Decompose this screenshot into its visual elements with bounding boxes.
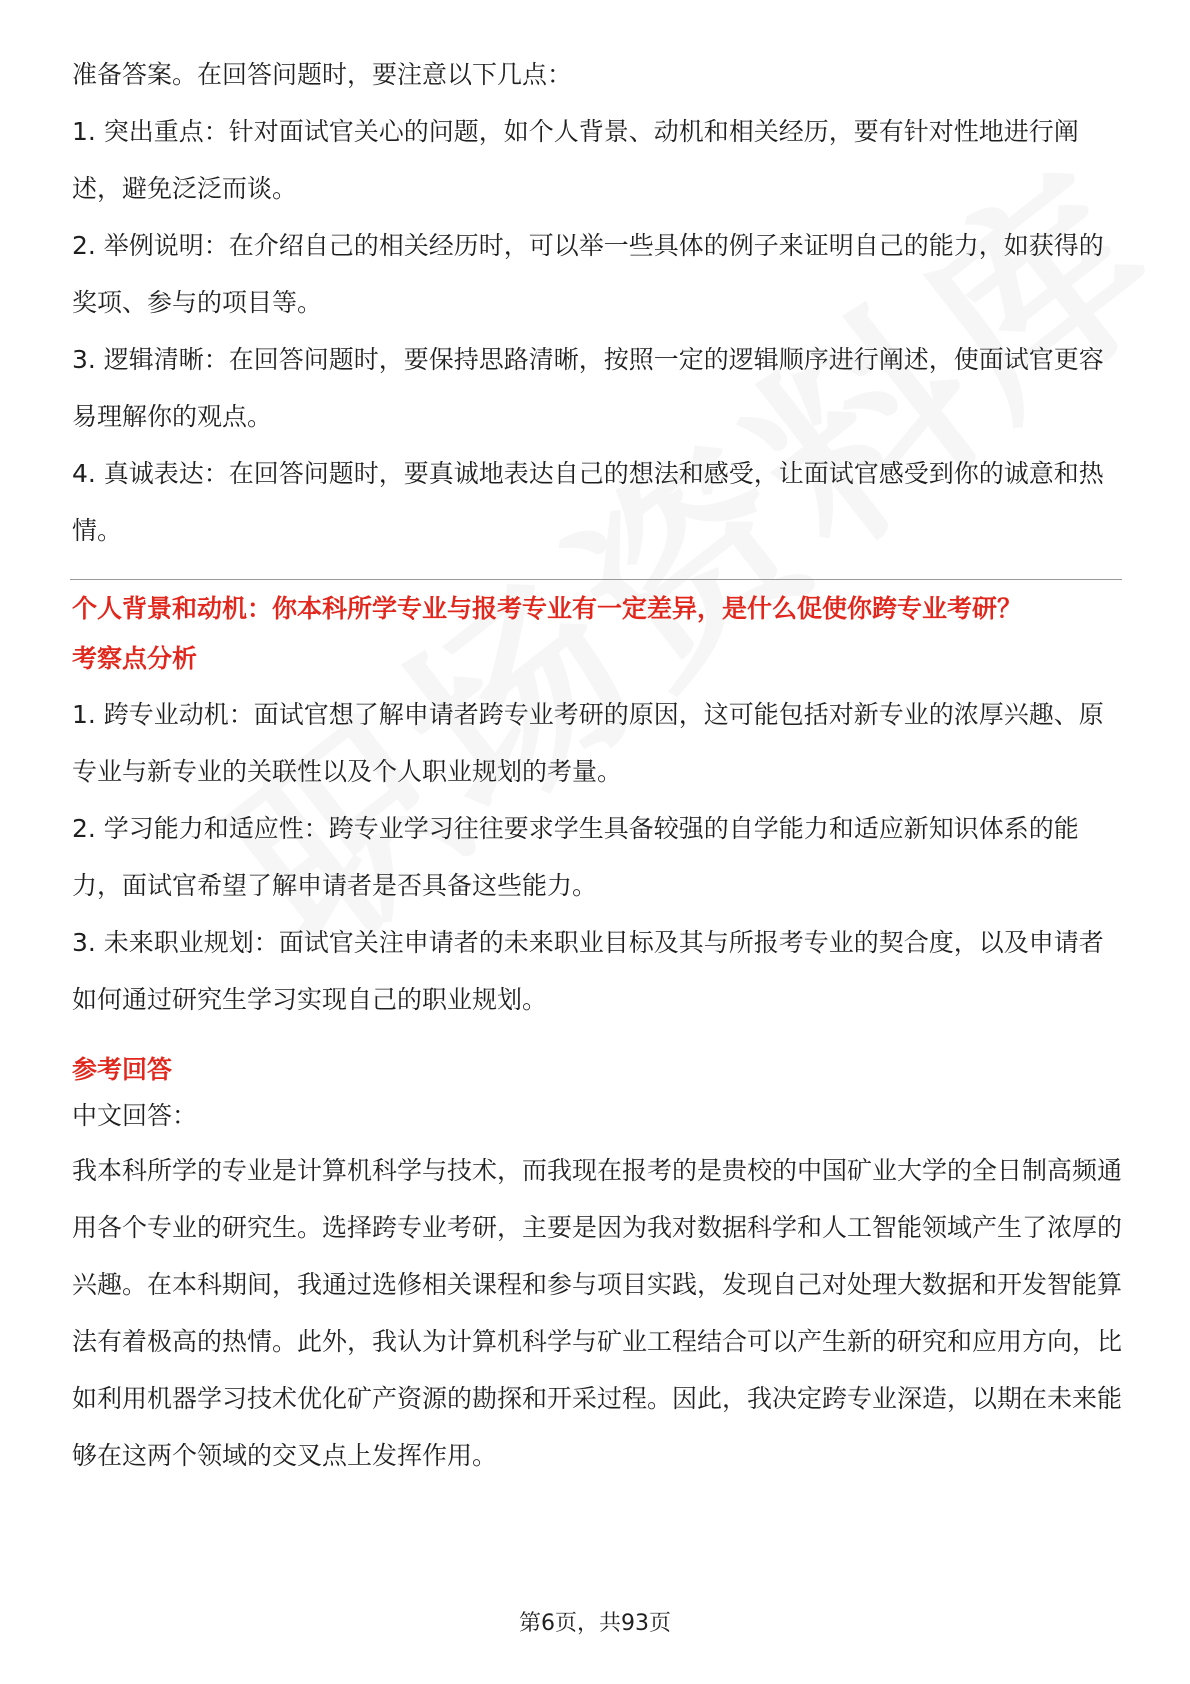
intro-point-2: 2. 举例说明：在介绍自己的相关经历时，可以举一些具体的例子来证明自己的能力，如获得的奖项、参与的项目等。 [72, 231, 1104, 317]
chinese-answer-label: 中文回答： [72, 1101, 198, 1130]
intro-point-1: 1. 突出重点：针对面试官关心的问题，如个人背景、动机和相关经历，要有针对性地进行阐述，避免泛泛而谈。 [72, 117, 1079, 203]
reference-heading: 参考回答 [72, 1055, 173, 1084]
page-content [72, 46, 1122, 1484]
intro-point-4: 4. 真诚表达：在回答问题时，要真诚地表达自己的想法和感受，让面试官感受到你的诚意和热情。 [72, 459, 1104, 545]
analysis-point-2: 2. 学习能力和适应性：跨专业学习往往要求学生具备较强的自学能力和适应新知识体系的能力，面试官希望了解申请者是否具备这些能力。 [72, 814, 1079, 900]
question-title: 个人背景和动机：你本科所学专业与报考专业有一定差异，是什么促使你跨专业考研？ [72, 594, 1023, 623]
analysis-point-3: 3. 未来职业规划：面试官关注申请者的未来职业目标及其与所报考专业的契合度，以及申请者如何通过研究生学习实现自己的职业规划。 [72, 928, 1104, 1014]
analysis-heading: 考察点分析 [72, 644, 198, 673]
section-divider [70, 579, 1122, 580]
intro-point-3: 3. 逻辑清晰：在回答问题时，要保持思路清晰，按照一定的逻辑顺序进行阐述，使面试官更容易理解你的观点。 [72, 345, 1104, 431]
intro-lead: 准备答案。在回答问题时，要注意以下几点： [72, 60, 573, 89]
reference-answer: 我本科所学的专业是计算机科学与技术，而我现在报考的是贵校的中国矿业大学的全日制高频通用各个专业的研究生。选择跨专业考研，主要是因为我对数据科学和人工智能领域产生了浓厚的兴趣。在本科期间，我通过选修相关课程和参与项目实践，发现自己对处理大数据和开发智能算法有着极高的热情。此外，我认为计算机科学与矿业工程结合可以产生新的研究和应用方向，比如利用机器学习技术优化矿产资源的勘探和开采过程。因此，我决定跨专业深造，以期在未来能够在这两个领域的交叉点上发挥作用。 [72, 1156, 1123, 1470]
analysis-point-1: 1. 跨专业动机：面试官想了解申请者跨专业考研的原因，这可能包括对新专业的浓厚兴趣、原专业与新专业的关联性以及个人职业规划的考量。 [72, 700, 1104, 786]
page-number: 第6页，共93页 [519, 1611, 671, 1636]
